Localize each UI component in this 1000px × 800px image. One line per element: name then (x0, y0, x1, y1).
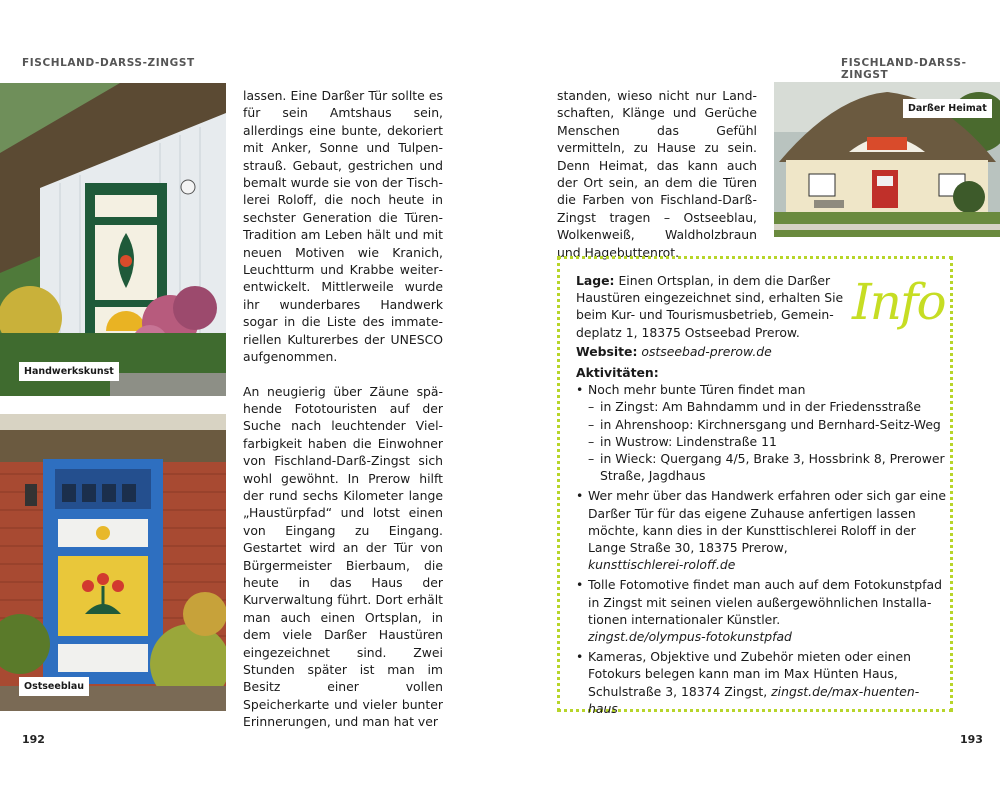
paragraph: standen, wieso nicht nur Landschaften, Klänge und Gerüche Menschen das Gefühl vermitteln, zu Hause zu sein. Denn Heimat, das kann auch der Ort sein, an dem die Türen die Farben von Fischland-Darß-Zingst tragen – Ostseeblau, Wolkenweiß, Waldholzbraun und Hagebuttenrot. (557, 88, 757, 260)
paragraph: lassen. Eine Darßer Tür sollte es für sein Amtshaus sein, allerdings eine bunte, dekoriert mit Anker, Sonne und Tulpenstrauß. Gebaut, gestrichen und bemalt wurde sie von der Tischlerei Roloff, die noch heute in sechster Generation die Türen-Tradition am Leben hält und mit neuen Motiven wie Kranich, Leuchtturm und Krabbe weiterentwickelt. Mittlerweile wurde ihr wunderbares Handwerk sogar in die Liste des immateriellen Kulturerbes der UNESCO aufgenommen. (243, 88, 443, 365)
lage-text: Einen Ortsplan, in dem die Darßer Haustüren eingezeichnet sind, erhalten Sie beim Kur- und Tourismusbetrieb, Gemeindeplatz 1, 18375 Ostseebad Prerow. (576, 273, 844, 340)
running-head-right: FISCHLAND-DARSS-ZINGST (841, 57, 967, 81)
running-head-left: FISCHLAND-DARSS-ZINGST (22, 57, 195, 69)
activity-list (576, 381, 946, 717)
fotokunstpfad-link[interactable]: zingst.de/olympus-fotokunstpfad (588, 629, 792, 645)
sub-list-item: – in Ahrenshoop: Kirchnersgang und Bernhard-Seitz-Weg (588, 416, 946, 433)
list-item (576, 487, 946, 573)
list-item (576, 576, 946, 645)
list-item (576, 648, 946, 717)
door-locations-list (588, 398, 946, 484)
list-item-text: Kameras, Objektive und Zubehör mieten oder einen Fotokurs belegen kann man im Max Hünten Haus, Schulstraße 3, 18374 Zingst, (588, 649, 911, 699)
photo-ostseeblau (0, 414, 226, 711)
lage-label: Lage: (576, 273, 615, 288)
list-item-text: Wer mehr über das Handwerk erfahren oder sich gar eine Darßer Tür für das eigene Zuhause anfertigen lassen möchte, kann dies in der Kunsttischlerei Roloff in der Lange Straße 30, 18375 Prerow, (588, 488, 946, 556)
list-item-text: Noch mehr bunte Türen findet man (588, 382, 806, 398)
max-huenten-link[interactable]: zingst.de/max-huenten-haus (588, 683, 920, 716)
info-content (576, 272, 946, 717)
photo-handwerkskunst (0, 83, 226, 396)
website-link[interactable]: ostseebad-prerow.de (641, 343, 772, 359)
aktivitaeten-label: Aktivitäten: (576, 365, 659, 381)
list-item-text: Tolle Fotomotive findet man auch auf dem Fotokunstpfad in Zingst mit seinen vielen außergewöhnlichen Installationen internationaler Künstler. (588, 577, 942, 627)
page-number-right: 193 (960, 733, 983, 746)
info-logo: Info (852, 273, 945, 331)
caption-ostseeblau: Ostseeblau (19, 677, 89, 696)
caption-darsser-heimat: Darßer Heimat (903, 99, 992, 118)
body-text-right (557, 87, 757, 261)
info-box (557, 256, 953, 716)
body-text-left (243, 87, 443, 731)
sub-list-item: – in Zingst: Am Bahndamm und in der Friedensstraße (588, 398, 946, 415)
website-label: Website: (576, 343, 638, 359)
info-lage (576, 272, 844, 341)
paragraph: An neugierig über Zäune spähende Fototouristen auf der Suche nach leuchtender Vielfarbigkeit haben die Einwohner von Fischland-Darß-Zingst sich wohl gewöhnt. In Prerow hilft der rund sechs Kilometer lange „Haustürpfad“ und lotst einen von Eingang zu Eingang. Gestartet wird an der Tür von Bürgermeister Bierbaum, die heute in das Haus der Kurverwaltung führt. Dort erhält man auch einen Ortsplan, in dem viele Darßer Haustüren eingezeichnet sind. Zwei Stunden später ist man im Besitz einer vollen Speicherkarte und vieler bunter Erinnerungen, und man hat ver (243, 383, 443, 730)
info-website (576, 343, 946, 360)
sub-list-item: – in Wustrow: Lindenstraße 11 (588, 433, 946, 450)
roloff-link[interactable]: kunsttischlerei-roloff.de (588, 557, 736, 573)
list-item (576, 381, 946, 484)
caption-handwerkskunst: Handwerkskunst (19, 362, 119, 381)
sub-list-item: – in Wieck: Quergang 4/5, Brake 3, Hossbrink 8, Prerower Straße, Jagdhaus (588, 450, 946, 484)
aktivitaeten-heading (576, 364, 946, 381)
page-number-left: 192 (22, 733, 45, 746)
